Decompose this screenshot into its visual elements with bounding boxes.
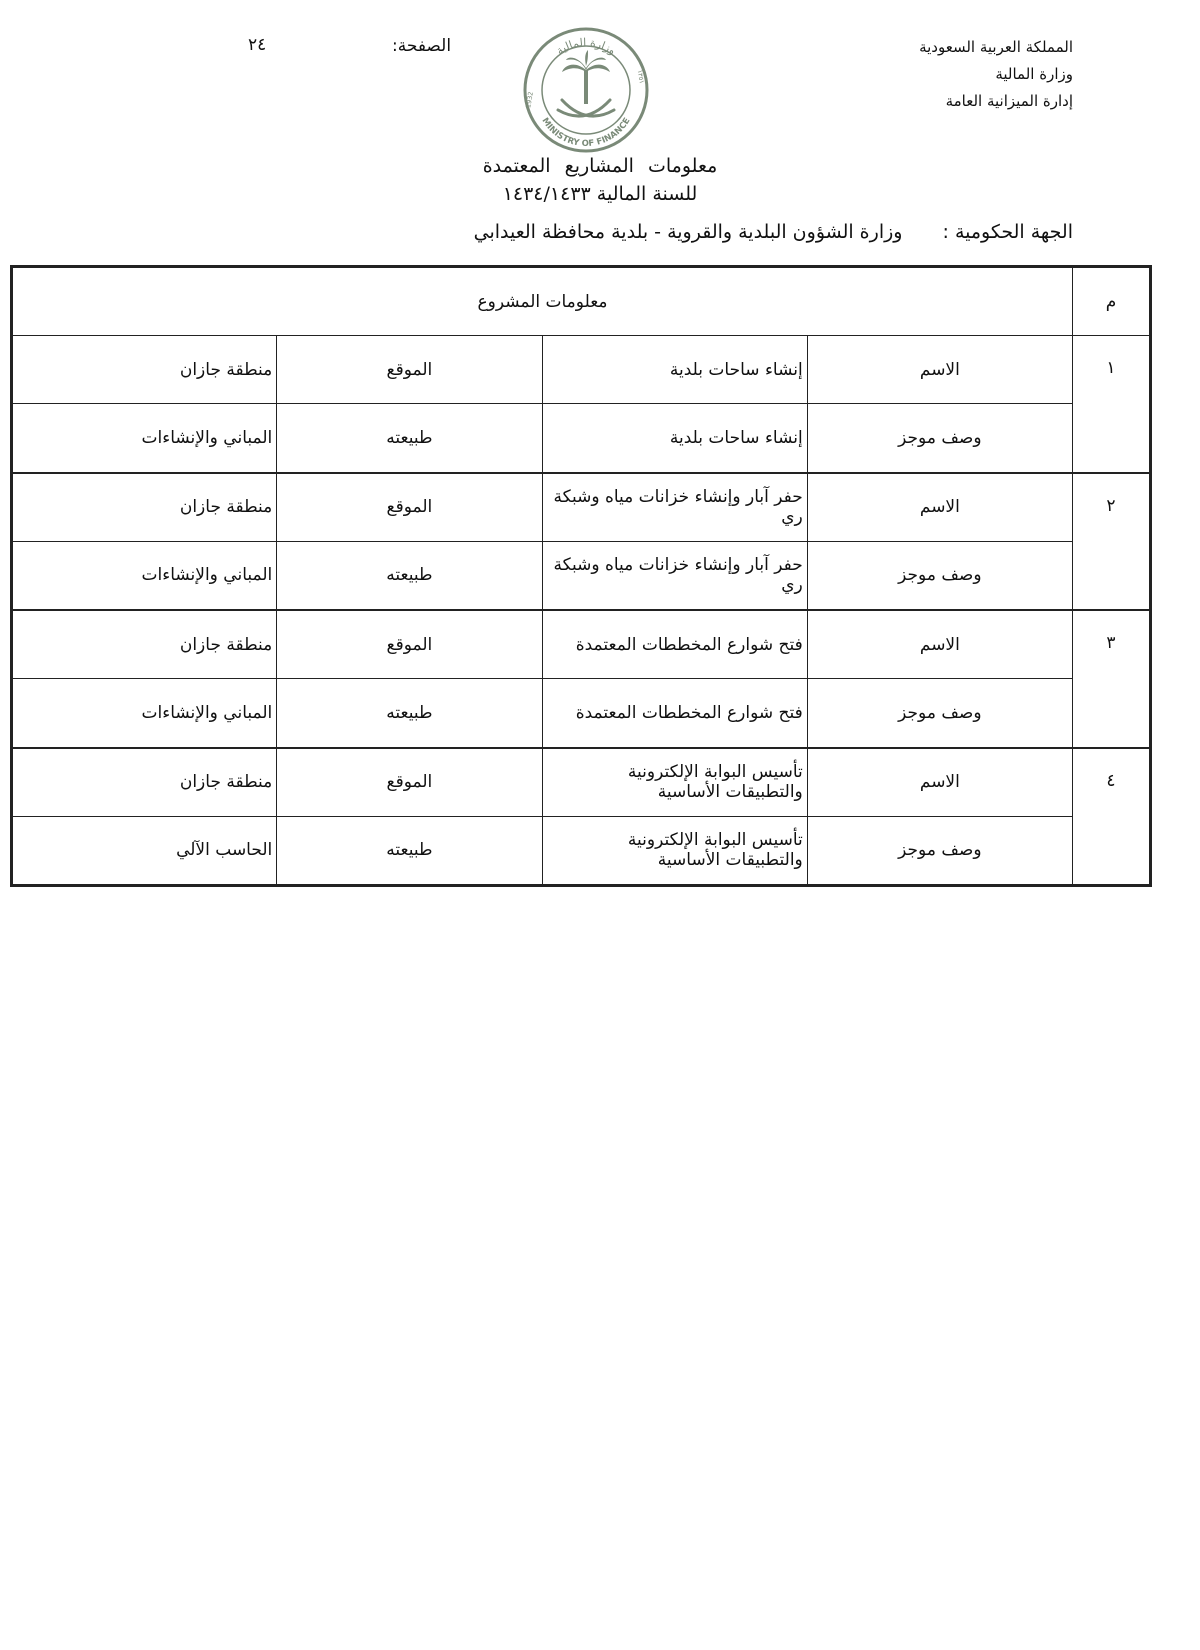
org-line-department: إدارة الميزانية العامة [945,92,1073,110]
column-header-project-info: معلومات المشروع [12,267,1073,336]
label-nature: طبيعته [277,541,542,610]
label-name: الاسم [807,473,1072,542]
project-index: ١ [1073,336,1151,473]
page-label: الصفحة: [392,36,452,56]
document-title [360,152,840,208]
seal-year-left: 1932 [524,90,535,109]
table-row [12,473,1151,542]
table-row [12,679,1151,748]
table-row [12,610,1151,679]
project-nature: المباني والإنشاءات [12,541,277,610]
label-brief: وصف موجز [807,679,1072,748]
label-nature: طبيعته [277,679,542,748]
label-nature: طبيعته [277,816,542,885]
label-brief: وصف موجز [807,816,1072,885]
label-brief: وصف موجز [807,404,1072,473]
entity-value: وزارة الشؤون البلدية والقروية - بلدية محافظة العيدابي [473,221,903,243]
project-name: إنشاء ساحات بلدية [542,336,807,404]
entity-label: الجهة الحكومية : [942,221,1073,243]
organization-block [813,34,1073,115]
column-header-index: م [1073,267,1151,336]
project-location: منطقة جازان [12,336,277,404]
label-location: الموقع [277,610,542,679]
project-brief: إنشاء ساحات بلدية [542,404,807,473]
project-name: حفر آبار وإنشاء خزانات مياه وشبكة ري [542,473,807,542]
table-row [12,748,1151,817]
label-location: الموقع [277,748,542,817]
project-location: منطقة جازان [12,748,277,817]
table-row [12,336,1151,404]
project-index: ٢ [1073,473,1151,610]
label-brief: وصف موجز [807,541,1072,610]
project-name: تأسيس البوابة الإلكترونية والتطبيقات الأساسية [542,748,807,817]
label-location: الموقع [277,336,542,404]
table-row [12,816,1151,885]
table-row [12,404,1151,473]
page-number: ٢٤ [248,35,267,55]
project-nature: المباني والإنشاءات [12,404,277,473]
label-name: الاسم [807,748,1072,817]
project-name: فتح شوارع المخططات المعتمدة [542,610,807,679]
project-nature: المباني والإنشاءات [12,679,277,748]
label-location: الموقع [277,473,542,542]
seal-emblem-icon [522,26,650,154]
government-entity [474,221,1073,243]
title-line-1: معلومات المشاريع المعتمدة [482,155,718,177]
label-name: الاسم [807,610,1072,679]
project-nature: الحاسب الآلي [12,816,277,885]
projects-table [10,265,1152,887]
label-nature: طبيعته [277,404,542,473]
project-location: منطقة جازان [12,610,277,679]
palm-tree-icon [562,50,610,104]
project-brief: فتح شوارع المخططات المعتمدة [542,679,807,748]
project-brief: حفر آبار وإنشاء خزانات مياه وشبكة ري [542,541,807,610]
svg-text:MINISTRY OF FINANCE [539,116,632,149]
seal-english-text: MINISTRY OF FINANCE [539,116,633,150]
table-row [12,541,1151,610]
ministry-seal-logo [522,26,650,154]
project-brief: تأسيس البوابة الإلكترونية والتطبيقات الأساسية [542,816,807,885]
title-line-2: للسنة المالية ١٤٣٤/١٤٣٣ [502,183,698,205]
org-line-ministry: وزارة المالية [995,65,1073,83]
org-line-kingdom: المملكة العربية السعودية [919,38,1073,56]
project-location: منطقة جازان [12,473,277,542]
label-name: الاسم [807,336,1072,404]
project-index: ٤ [1073,748,1151,886]
seal-year-right: ١٣٥١ [635,69,646,85]
table-header-row [12,267,1151,336]
seal-arabic-text: وزارة المالية [553,35,619,58]
project-index: ٣ [1073,610,1151,747]
